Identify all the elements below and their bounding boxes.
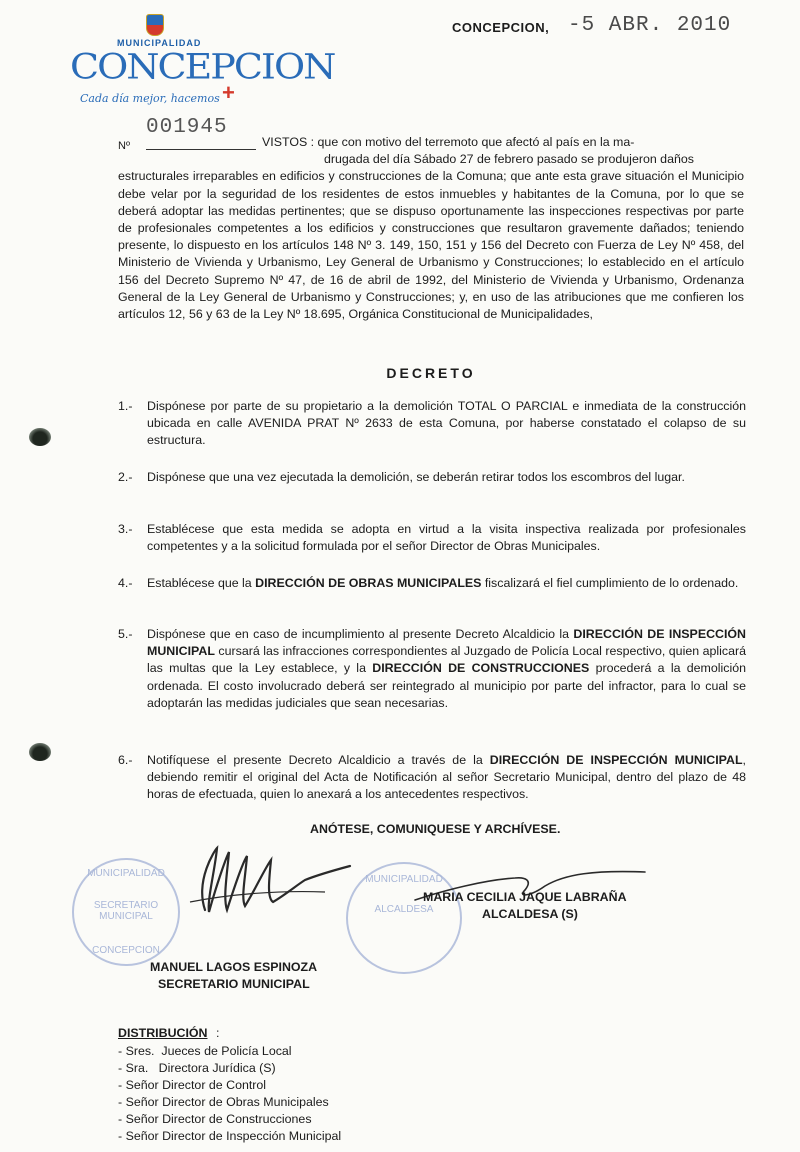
- item-text: Establécese que esta medida se adopta en virtud a la visita inspectiva realizada por profesionales competentes y a la solicitud formulada por el señor Director de Obras Municipales.: [147, 522, 746, 554]
- list-item: - Señor Director de Control: [118, 1078, 267, 1092]
- decree-item-4: [118, 575, 746, 592]
- mayor-name: MARIA CECILIA JAQUE LABRAÑA: [423, 890, 627, 904]
- decree-item-5: [118, 626, 746, 712]
- list-item: - Sres. Jueces de Policía Local: [118, 1044, 292, 1058]
- decree-item-6: [118, 752, 746, 804]
- item-text-part: Dispónese que en caso de incumplimiento al presente Decreto Alcaldicio la: [147, 627, 574, 641]
- item-text: [147, 626, 746, 712]
- decreto-title: DECRETO: [386, 365, 476, 381]
- list-item: - Sra. Directora Jurídica (S): [118, 1061, 276, 1075]
- vistos-first-line: VISTOS : que con motivo del terremoto que afectó al país en la ma-: [262, 135, 635, 149]
- item-text-part: procederá a la demolición ordenada. El costo involucrado deberá ser reintegrado al municipio por parte del infractor, para lo cual se adoptarán las medidas judiciales que sean necesarias.: [147, 661, 746, 710]
- plus-cross-icon: +: [222, 80, 235, 105]
- item-number: 2.-: [118, 470, 133, 484]
- city-label: CONCEPCION,: [452, 20, 550, 35]
- vistos-body: estructurales irreparables en edificios y construcciones de la Comuna; que ante esta grave situación el Municipio debe velar por la seguridad de los residentes de estos inmuebles y habitantes de la Comuna, por lo que se deberá adoptar las medidas pertinentes; que se dispuso oportunamente las inspecciones respectivas por parte de profesionales competentes a los edificios y construcciones que resultaron gravemente dañados; teniendo presente, lo dispuesto en los artículos 148 Nº 3. 149, 150, 151 y 156 del Decreto con Fuerza de Ley Nº 458, del Ministerio de Vivienda y Urbanismo, Ley General de Urbanismo y Construcciones; lo establecido en el artículo 156 del Decreto Supremo Nº 47, de 16 de abril de 1992, del Ministerio de Vivienda y Urbanismo, Ordenanza General de la Ley General de Urbanismo y Construcciones; y, en uso de las atribuciones que me confieren los artículos 12, 56 y 63 de la Ley Nº 18.695, Orgánica Constitucional de Municipalidades,: [118, 169, 744, 322]
- stamp-ring-bottom-text: CONCEPCION: [92, 945, 160, 956]
- stamp-inner-text: ALCALDESA: [374, 904, 434, 915]
- item-bold-entity: DIRECCIÓN DE INSPECCIÓN MUNICIPAL: [489, 753, 743, 767]
- item-number: 1.-: [118, 399, 133, 413]
- stamp-ring-text: MUNICIPALIDAD: [87, 868, 165, 879]
- decree-number: 001945: [146, 116, 228, 139]
- logo-concepcion: CONCEPCION: [70, 47, 335, 87]
- item-text: Dispónese que una vez ejecutada la demolición, se deberán retirar todos los escombros del lugar.: [147, 470, 685, 484]
- decree-item-3: [118, 521, 746, 555]
- coat-of-arms-icon: [146, 14, 164, 36]
- item-text: Dispónese por parte de su propietario a la demolición TOTAL O PARCIAL e inmediata de la construcción ubicada en calle AVENIDA PRAT Nº 2633 de esta Comuna, por haberse constatado el colapso de su estructura.: [147, 399, 746, 448]
- list-item: - Señor Director de Obras Municipales: [118, 1095, 329, 1109]
- vistos-second-line: drugada del día Sábado 27 de febrero pasado se produjeron daños: [324, 152, 694, 167]
- item-text-part: Establécese que la: [147, 576, 256, 590]
- item-bold-entity: DIRECCIÓN DE CONSTRUCCIONES: [372, 661, 590, 676]
- distribution-title: DISTRIBUCIÓN: [118, 1026, 208, 1040]
- item-text: [147, 575, 746, 592]
- distribution-list: [118, 1043, 341, 1145]
- item-number: 5.-: [118, 627, 133, 641]
- decree-item-2: [118, 469, 746, 486]
- punch-hole-icon: [29, 428, 51, 446]
- secretary-signature: [185, 840, 355, 920]
- item-bold-entity: DIRECCIÓN DE INSPECCIÓN MUNICIPAL: [147, 627, 747, 659]
- decree-item-1: [118, 398, 746, 450]
- mayor-title: ALCALDESA (S): [482, 907, 578, 921]
- logo-municipalidad: MUNICIPALIDAD: [117, 38, 202, 48]
- item-text-part: , debiendo remitir el original del Acta de Notificación al señor Secretario Municipal, dentro del plazo de 48 horas de efectuada, quien lo anexará a los antecedentes respectivos.: [147, 753, 746, 802]
- secretary-title: SECRETARIO MUNICIPAL: [158, 977, 310, 991]
- item-text: [147, 752, 746, 804]
- punch-hole-icon: [29, 743, 51, 761]
- distribution-colon: :: [216, 1026, 220, 1040]
- item-number: 6.-: [118, 753, 133, 767]
- secretary-name: MANUEL LAGOS ESPINOZA: [150, 960, 318, 974]
- stamp-ring-text: MUNICIPALIDAD: [365, 874, 443, 885]
- stamp-inner-text: SECRETARIO MUNICIPAL: [93, 900, 159, 922]
- item-number: 3.-: [118, 522, 133, 536]
- closing-formula: ANÓTESE, COMUNIQUESE Y ARCHÍVESE.: [310, 822, 561, 836]
- item-number: 4.-: [118, 576, 133, 590]
- vistos-paragraph: [118, 134, 744, 323]
- date-stamp: -5 ABR. 2010: [568, 14, 732, 37]
- list-item: - Señor Director de Inspección Municipal: [118, 1129, 342, 1143]
- logo-slogan: Cada día mejor, hacemos: [80, 92, 220, 105]
- secretary-seal-stamp: [72, 858, 180, 966]
- list-item: - Señor Director de Construcciones: [118, 1112, 312, 1126]
- item-text-part: cursará las infracciones correspondientes al Juzgado de Policía Local respectivo, quien aplicará las multas que la Ley establece, y la: [147, 644, 746, 676]
- item-text-part: fiscalizará el fiel cumplimiento de lo ordenado.: [481, 576, 739, 590]
- item-text-part: Notifíquese el presente Decreto Alcaldicio a través de la: [147, 753, 490, 767]
- number-label: Nº: [118, 140, 130, 152]
- item-bold-entity: DIRECCIÓN DE OBRAS MUNICIPALES: [255, 576, 482, 590]
